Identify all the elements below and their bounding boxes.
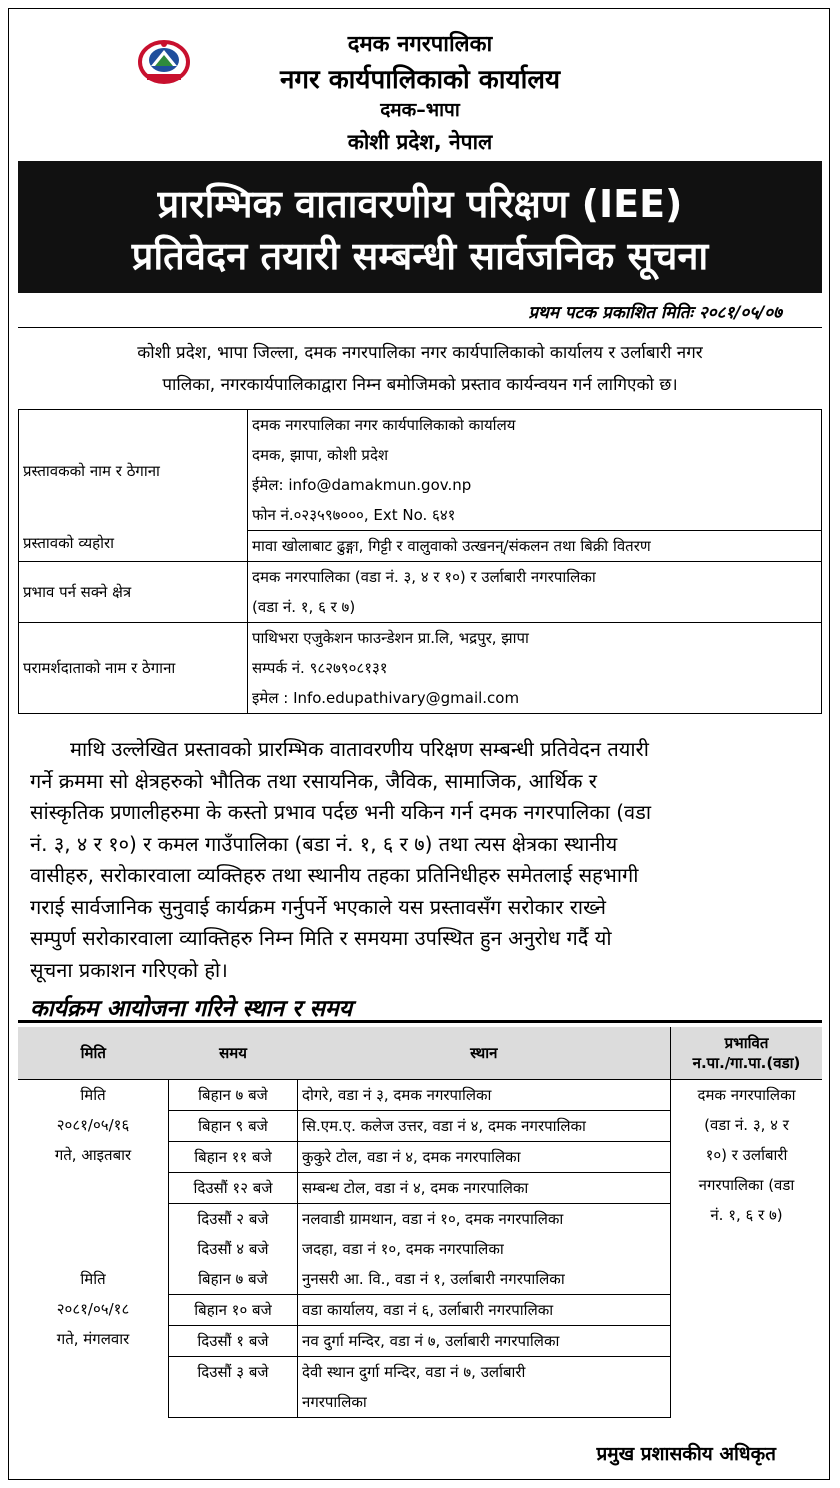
time-cell: बिहान ९ बजे xyxy=(169,1111,298,1142)
nepal-emblem-icon xyxy=(137,38,191,86)
time-cell xyxy=(169,1387,298,1418)
header-affected-line2: न.पा./गा.पा.(वडा) xyxy=(692,1054,801,1072)
consultant-email: इमेल : Info.edupathivary@gmail.com xyxy=(252,689,520,707)
office-location: दमक–भापा xyxy=(380,99,460,121)
proposal-table xyxy=(18,409,822,714)
proponent-phone: फोन नं.०२३५९७०००, Ext No. ६४१ xyxy=(252,506,456,524)
consultant-label: परामर्शदाताको नाम र ठेगाना xyxy=(19,623,248,714)
place-cell: जदहा, वडा नं १०, दमक नगरपालिका xyxy=(298,1234,671,1264)
time-cell: बिहान ११ बजे xyxy=(169,1142,298,1173)
header-date: मिति xyxy=(18,1027,169,1080)
body-paragraph xyxy=(30,734,794,986)
municipality-name: दमक नगरपालिका xyxy=(347,32,493,57)
proponent-line: दमक, झापा, कोशी प्रदेश xyxy=(252,446,389,464)
place-cell: देवी स्थान दुर्गा मन्दिर, वडा नं ७, उर्लाबारी xyxy=(298,1357,671,1388)
affected-area-line: नं. १, ६ र ७) xyxy=(710,1206,783,1224)
affected-area-line: (वडा नं. ३, ४ र xyxy=(704,1116,789,1134)
place-cell: नुनसरी आ. वि., वडा नं १, उर्लाबारी नगरपालिका xyxy=(298,1264,671,1295)
paragraph-line: सम्पुर्ण सरोकारवाला व्याक्तिहरु निम्न मिति र समयमा उपस्थित हुन अनुरोध गर्दै यो xyxy=(30,926,612,950)
proponent-label: प्रस्तावकको नाम र ठेगाना xyxy=(23,462,160,480)
table-row xyxy=(19,562,822,623)
province-country: कोशी प्रदेश, नेपाल xyxy=(347,130,493,154)
signature-title: प्रमुख प्रशासकीय अधिकृत xyxy=(596,1443,776,1465)
affected-area-line: १०) र उर्लाबारी xyxy=(705,1146,788,1164)
schedule-table xyxy=(18,1027,822,1418)
time-cell: दिउसौं १२ बजे xyxy=(169,1173,298,1204)
place-cell: सि.एम.ए. कलेज उत्तर, वडा नं ४, दमक नगरपालिका xyxy=(298,1111,671,1142)
date-value: २०८१/०५/१८ xyxy=(56,1299,130,1318)
paragraph-line: नं. ३, ४ र १०) र कमल गाउँपालिका (बडा नं. १, ६ र ७) तथा त्यस क्षेत्रका स्थानीय xyxy=(30,831,618,856)
proponent-value-cell xyxy=(248,410,822,562)
office-name: नगर कार्यपालिकाको कार्यालय xyxy=(279,65,561,95)
affected-line: दमक नगरपालिका (वडा नं. ३, ४ र १०) र उर्लाबारी नगरपालिका xyxy=(252,568,596,586)
paragraph-line: माथि उल्लेखित प्रस्तावको प्रारम्भिक वातावरणीय परिक्षण सम्बन्धी प्रतिवेदन तयारी xyxy=(70,737,649,761)
place-cell: नव दुर्गा मन्दिर, वडा नं ७, उर्लाबारी नगरपालिका xyxy=(298,1326,671,1357)
time-cell: दिउसौं २ बजे xyxy=(169,1204,298,1235)
proponent-line: दमक नगरपालिका नगर कार्यपालिकाको कार्यालय xyxy=(252,416,516,434)
header-affected xyxy=(671,1027,823,1080)
schedule-header-row xyxy=(18,1027,822,1080)
affected-area-line: नगरपालिका (वडा xyxy=(698,1176,795,1194)
paragraph-line: गराई सार्वजानिक सुनुवाई कार्यक्रम गर्नुपर्ने भएकाले यस प्रस्तावसँग सरोकार राख्ने xyxy=(30,894,607,919)
paragraph-line: सांस्कृतिक प्रणालीहरुमा के कस्तो प्रभाव पर्दछ भनी यकिन गर्न दमक नगरपालिका (वडा xyxy=(30,800,652,824)
date-cell-1 xyxy=(18,1080,169,1204)
paragraph-line: वासीहरु, सरोकारवाला व्यक्तिहरु तथा स्थानीय तहका प्रतिनिधीहरु समेतलाई सहभागी xyxy=(30,863,639,887)
time-cell: बिहान १० बजे xyxy=(169,1295,298,1326)
date-day: गते, मंगलवार xyxy=(56,1329,130,1348)
notice-title-line1: प्रारम्भिक वातावरणीय परिक्षण (IEE) xyxy=(157,182,683,226)
consultant-value-cell xyxy=(248,623,822,714)
intro-line-2: पालिका, नगरकार्यपालिकाद्वारा निम्न बमोजिमको प्रस्ताव कार्यन्वयन गर्न लागिएको छ। xyxy=(162,375,678,395)
header-time: समय xyxy=(169,1027,298,1080)
proponent-label-cell xyxy=(19,410,248,562)
table-row xyxy=(19,410,822,562)
affected-value-cell xyxy=(248,562,822,623)
notice-title-line2: प्रतिवेदन तयारी सम्बन्धी सार्वजनिक सूचना xyxy=(131,234,709,278)
affected-label: प्रभाव पर्न सक्ने क्षेत्र xyxy=(19,562,248,623)
schedule-title-underline xyxy=(18,1020,822,1023)
time-cell: दिउसौं १ बजे xyxy=(169,1326,298,1357)
place-cell: नगरपालिका xyxy=(298,1387,671,1418)
notice-title-banner xyxy=(18,161,822,293)
place-cell: कुकुरे टोल, वडा नं ४, दमक नगरपालिका xyxy=(298,1142,671,1173)
consultant-line: पाथिभरा एजुकेशन फाउन्डेशन प्रा.लि, भद्रपुर, झापा xyxy=(252,629,529,647)
intro-line-1: कोशी प्रदेश, भापा जिल्ला, दमक नगरपालिका नगर कार्यपालिकाको कार्यालय र उर्लाबारी नगर xyxy=(137,343,703,363)
date-label: मिति xyxy=(80,1086,106,1104)
table-row xyxy=(18,1080,822,1111)
paragraph-line: गर्ने क्रममा सो क्षेत्रहरुको भौतिक तथा रसायनिक, जैविक, सामाजिक, आर्थिक र xyxy=(30,768,597,793)
affected-area-cell xyxy=(671,1080,823,1418)
table-row xyxy=(19,623,822,714)
date-value: २०८१/०५/१६ xyxy=(56,1116,130,1134)
date-label: मिति xyxy=(80,1269,106,1288)
publication-date: प्रथम पटक प्रकाशित मितिः २०८१/०५/०७ xyxy=(528,303,782,323)
time-cell: बिहान ७ बजे xyxy=(169,1264,298,1295)
affected-line: (वडा नं. १, ६ र ७) xyxy=(252,598,356,616)
date-day: गते, आइतबार xyxy=(54,1146,132,1164)
place-cell: वडा कार्यालय, वडा नं ६, उर्लाबारी नगरपालिका xyxy=(298,1295,671,1326)
place-cell: सम्बन्ध टोल, वडा नं ४, दमक नगरपालिका xyxy=(298,1173,671,1204)
place-cell: दोगरे, वडा नं ३, दमक नगरपालिका xyxy=(298,1080,671,1111)
schedule-title: कार्यक्रम आयोजना गरिने स्थान र समय xyxy=(30,996,353,1022)
date-cell-2 xyxy=(18,1204,169,1418)
paragraph-line: सूचना प्रकाशन गरिएको हो। xyxy=(30,957,228,982)
description-value: मावा खोलाबाट ढुङ्गा, गिट्टी र वालुवाको उत्खनन्/संकलन तथा बिक्री वितरण xyxy=(248,530,821,561)
divider xyxy=(18,327,822,328)
header-affected-line1: प्रभावित xyxy=(724,1034,769,1052)
description-label: प्रस्तावको व्यहोरा xyxy=(23,534,115,552)
time-cell: दिउसौं ४ बजे xyxy=(169,1234,298,1264)
place-cell: नलवाडी ग्रामथान, वडा नं १०, दमक नगरपालिका xyxy=(298,1204,671,1235)
time-cell: दिउसौं ३ बजे xyxy=(169,1357,298,1388)
affected-area-line: दमक नगरपालिका xyxy=(697,1086,796,1104)
proponent-email: ईमेल: info@damakmun.gov.np xyxy=(252,476,472,494)
time-cell: बिहान ७ बजे xyxy=(169,1080,298,1111)
header-place: स्थान xyxy=(298,1027,671,1080)
consultant-phone: सम्पर्क नं. ९८२७९०८१३१ xyxy=(252,659,388,677)
